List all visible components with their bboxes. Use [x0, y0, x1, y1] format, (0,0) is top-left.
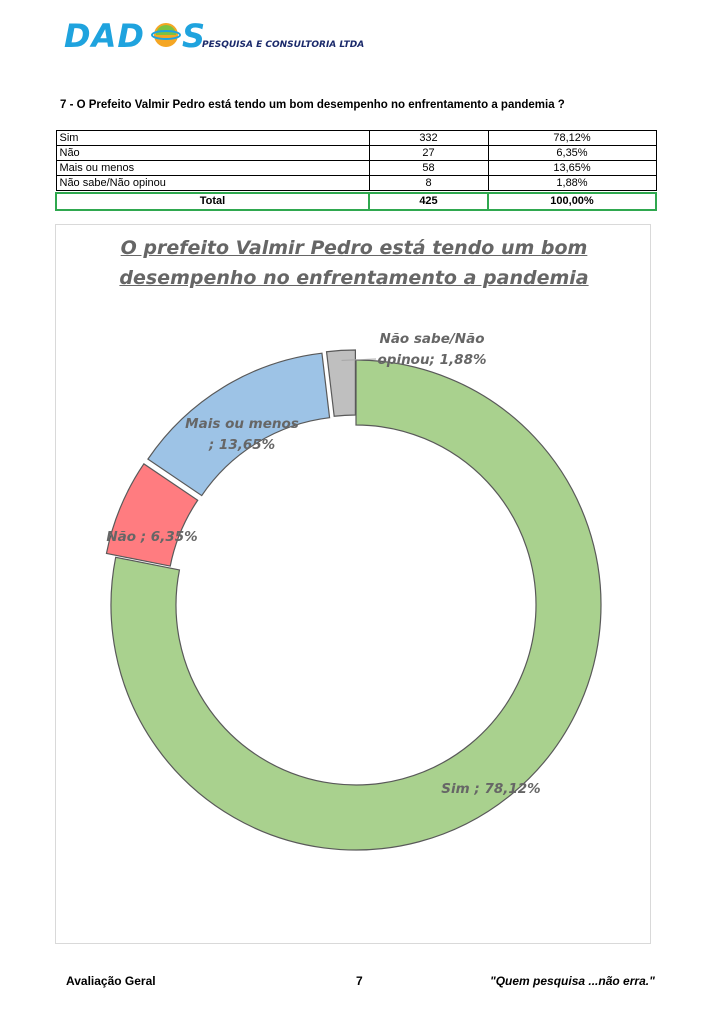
- doughnut-chart: [56, 225, 652, 945]
- row-label: Mais ou menos: [56, 161, 369, 176]
- chart-frame: [55, 224, 651, 944]
- dados-logo: [62, 16, 372, 56]
- row-label: Sim: [56, 131, 369, 146]
- row-count: 58: [369, 161, 488, 176]
- total-count: 425: [369, 193, 488, 210]
- results-table: [55, 130, 657, 211]
- row-label: Não sabe/Não opinou: [56, 176, 369, 191]
- data-label-n-o: [106, 529, 197, 545]
- row-percent: 1,88%: [488, 176, 656, 191]
- data-label-sim: [441, 781, 540, 797]
- table-row: [56, 146, 656, 161]
- table-total-row: [56, 193, 656, 210]
- data-label-line: Mais ou menos: [185, 416, 299, 432]
- row-label: Não: [56, 146, 369, 161]
- data-label-line: Não ; 6,35%: [106, 529, 198, 545]
- data-label-n-o-sabe-n-o-opinou: [378, 331, 487, 368]
- data-label-line: Sim ; 78,12%: [441, 781, 541, 797]
- data-label-line: Não sabe/Não: [379, 331, 485, 347]
- table-row: [56, 161, 656, 176]
- svg-text:S: S: [182, 17, 206, 55]
- results-table-body: [56, 131, 656, 211]
- row-percent: 78,12%: [488, 131, 656, 146]
- total-label: Total: [56, 193, 369, 210]
- data-label-line: ; 13,65%: [208, 437, 276, 453]
- row-count: 332: [369, 131, 488, 146]
- table-row: [56, 131, 656, 146]
- chart-title-line-1: O prefeito Valmir Pedro está tendo um bom: [120, 237, 588, 259]
- footer-slogan: "Quem pesquisa ...não erra.": [490, 974, 655, 988]
- row-count: 27: [369, 146, 488, 161]
- chart-title-line-2: desempenho no enfrentamento a pandemia: [119, 267, 589, 289]
- footer-page-number: 7: [356, 974, 363, 988]
- data-label-line: opinou; 1,88%: [377, 352, 487, 368]
- row-percent: 13,65%: [488, 161, 656, 176]
- row-count: 8: [369, 176, 488, 191]
- question-title: 7 - O Prefeito Valmir Pedro está tendo um bom desempenho no enfrentamento a pandemia ?: [60, 99, 565, 111]
- table-row: [56, 176, 656, 191]
- total-percent: 100,00%: [488, 193, 656, 210]
- logo-subtitle: PESQUISA E CONSULTORIA LTDA: [202, 40, 365, 50]
- svg-text:DAD: DAD: [64, 17, 145, 55]
- row-percent: 6,35%: [488, 146, 656, 161]
- footer-section: Avaliação Geral: [66, 974, 156, 988]
